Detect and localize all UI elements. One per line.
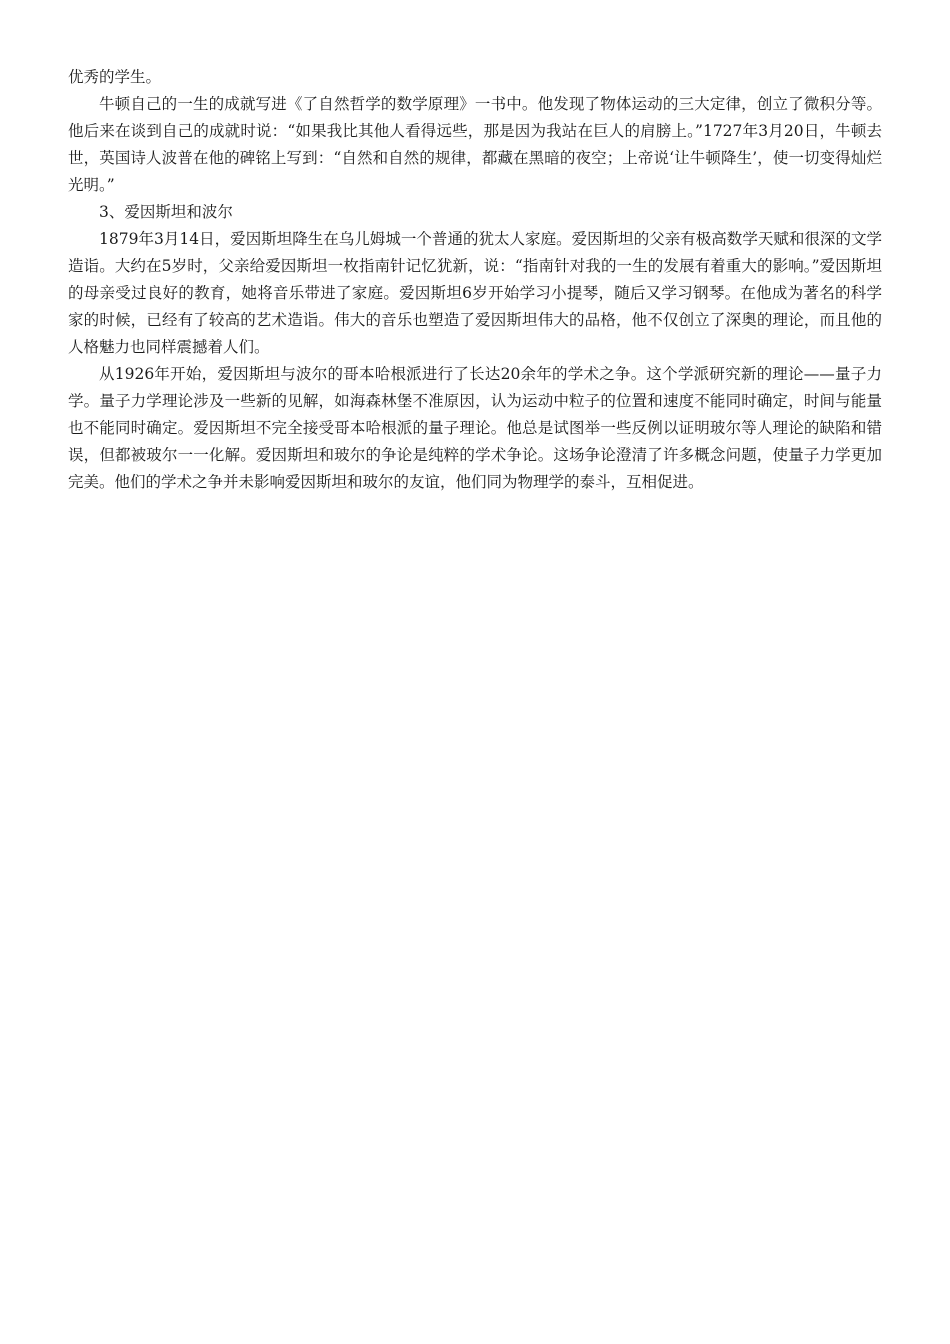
section-heading-einstein-bohr: 3、爱因斯坦和波尔 [99,203,233,221]
document-page [68,64,882,496]
paragraph-newton: 牛顿自己的一生的成就写进《了自然哲学的数学原理》一书中。他发现了物体运动的三大定律，创立了微积分等。他后来在谈到自己的成就时说：“如果我比其他人看得远些，那是因为我站在巨人的肩膀上。”1727年3月20日，牛顿去世，英国诗人波普在他的碑铭上写到：“自然和自然的规律，都藏在黑暗的夜空；上帝说‘让牛顿降生’，使一切变得灿烂光明。” [68,95,882,194]
paragraph-continuation: 优秀的学生。 [68,68,162,86]
paragraph-einstein-biography: 1879年3月14日，爱因斯坦降生在乌儿姆城一个普通的犹太人家庭。爱因斯坦的父亲有极高数学天赋和很深的文学造诣。大约在5岁时，父亲给爱因斯坦一枚指南针记忆犹新，说：“指南针对我的一生的发展有着重大的影响。”爱因斯坦的母亲受过良好的教育，她将音乐带进了家庭。爱因斯坦6岁开始学习小提琴，随后又学习钢琴。在他成为著名的科学家的时候，已经有了较高的艺术造诣。伟大的音乐也塑造了爱因斯坦伟大的品格，他不仅创立了深奥的理论，而且他的人格魅力也同样震撼着人们。 [68,230,882,356]
paragraph-einstein-bohr-debate: 从1926年开始，爱因斯坦与波尔的哥本哈根派进行了长达20余年的学术之争。这个学派研究新的理论——量子力学。量子力学理论涉及一些新的见解，如海森林堡不准原因，认为运动中粒子的位置和速度不能同时确定，时间与能量也不能同时确定。爱因斯坦不完全接受哥本哈根派的量子理论。他总是试图举一些反例以证明玻尔等人理论的缺陷和错误，但都被玻尔一一化解。爱因斯坦和玻尔的争论是纯粹的学术争论。这场争论澄清了许多概念问题，使量子力学更加完美。他们的学术之争并未影响爱因斯坦和玻尔的友谊，他们同为物理学的泰斗，互相促进。 [68,365,882,491]
